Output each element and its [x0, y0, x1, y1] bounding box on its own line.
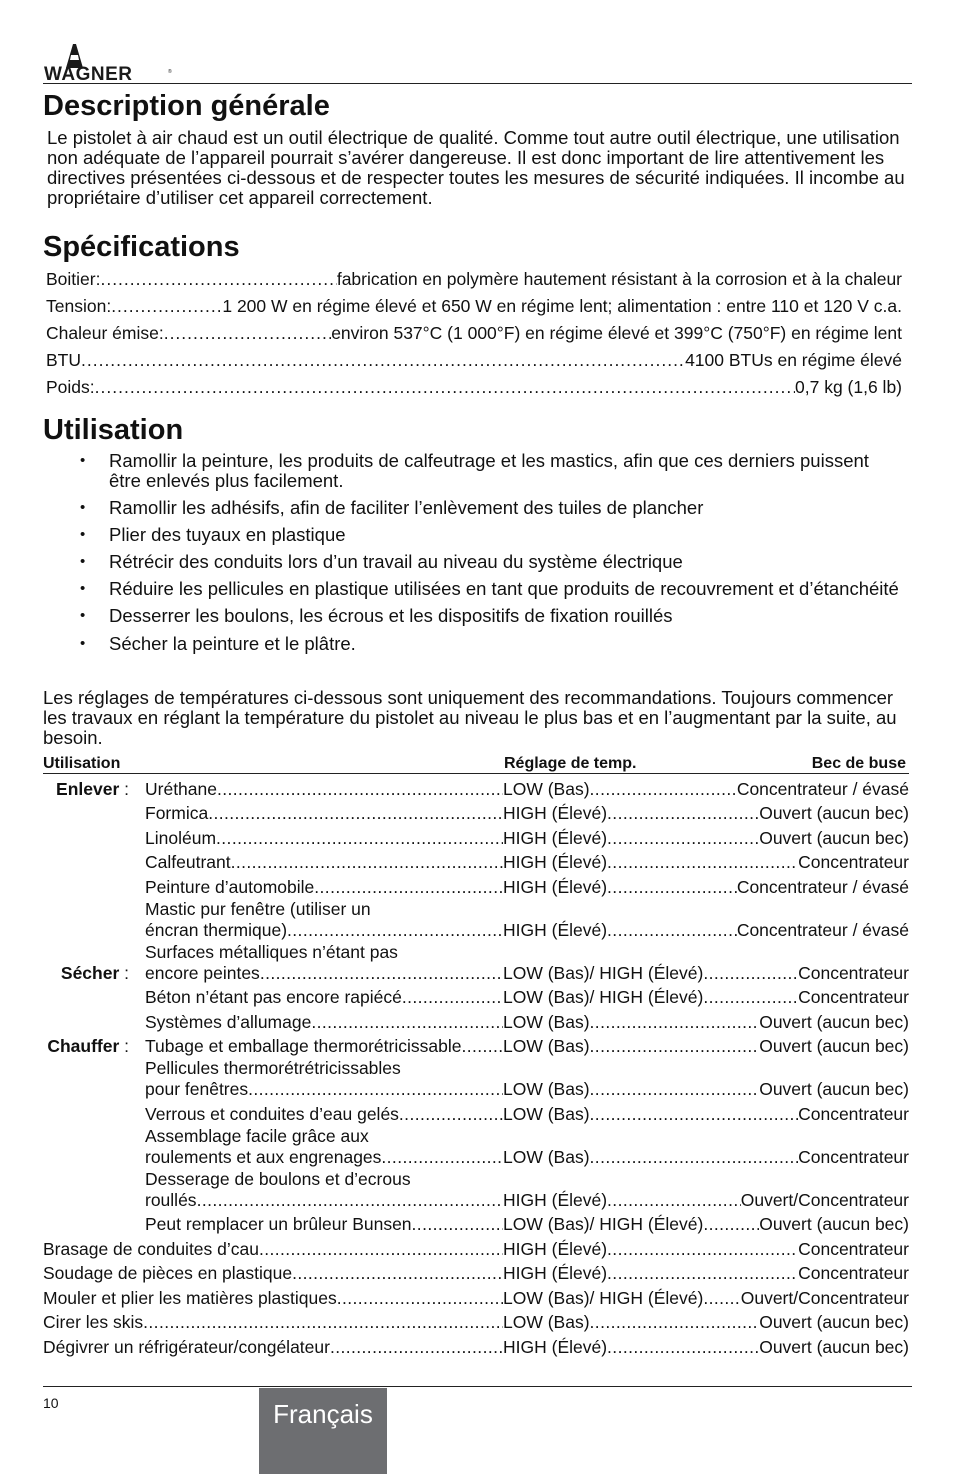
spec-label: Chaleur émise: — [46, 323, 164, 343]
group-sep: : — [119, 778, 129, 799]
item-cell — [145, 1079, 503, 1099]
dot-leader — [197, 1190, 503, 1210]
specs-list — [46, 266, 902, 401]
group-name: Enlever — [56, 778, 120, 799]
spec-value: 1 200 W en régime élevé et 650 W en régime lent; alimentation : entre 110 et 120 V c.a. — [222, 296, 902, 316]
header-usage: Utilisation — [43, 755, 121, 772]
table-row — [43, 1234, 909, 1259]
header-nozzle: Bec de buse — [811, 755, 906, 772]
table-row — [43, 823, 909, 848]
dot-leader — [287, 920, 503, 940]
group-label — [61, 963, 129, 983]
item-text: Calfeutrant — [145, 852, 231, 872]
table-row — [43, 1283, 909, 1308]
item-text: Linoléum — [145, 827, 217, 848]
dot-leader — [217, 779, 503, 799]
nozzle-setting: Concentrateur — [798, 962, 909, 983]
dot-leader — [208, 803, 503, 823]
nozzle-setting: Concentrateur / évasé — [736, 876, 909, 897]
dot-leader — [311, 1012, 503, 1032]
table-row — [43, 848, 909, 873]
item-cell — [43, 1312, 503, 1332]
dot-leader — [607, 1263, 798, 1283]
dot-leader — [607, 1337, 759, 1357]
dot-leader — [314, 877, 503, 897]
header-temp: Réglage de temp. — [504, 755, 637, 772]
item-text: roullés — [145, 1189, 197, 1210]
dot-leader — [402, 987, 503, 1007]
dot-leader — [164, 320, 332, 347]
item-text: Cirer les skis — [43, 1312, 144, 1332]
table-row — [43, 983, 909, 1008]
item-text: Verrous et conduites d’eau gelés — [145, 1103, 399, 1124]
nozzle-setting: Concentrateur — [798, 1103, 909, 1124]
dot-leader — [607, 1190, 741, 1210]
dot-leader — [590, 1312, 760, 1332]
settings-cell — [503, 877, 909, 897]
dot-leader — [412, 1214, 503, 1234]
dot-leader — [590, 1012, 760, 1032]
dot-leader — [590, 1079, 760, 1099]
spec-value: 0,7 kg (1,6 lb) — [795, 377, 902, 397]
usage-bullet: • Ramollir la peinture, les produits de calfeutrage et les mastics, afin que ces derniers puissent être enlevés plus facilement. — [80, 451, 900, 491]
spec-label: Poids: — [46, 377, 95, 397]
spec-row — [46, 374, 902, 401]
brand-text: WAGNER — [44, 64, 133, 84]
group-sep: : — [119, 1036, 129, 1056]
item-line1: Assemblage facile grâce aux — [145, 1125, 369, 1146]
dot-leader — [81, 347, 685, 374]
item-cell — [145, 1190, 503, 1210]
dot-leader — [292, 1263, 503, 1283]
usage-bullet: • Desserrer les boulons, les écrous et les dispositifs de fixation rouillés — [80, 606, 900, 626]
item-text: Mouler et plier les matières plastiques — [43, 1287, 337, 1308]
table-row — [43, 1259, 909, 1284]
item-cell — [145, 1012, 503, 1032]
item-cell — [43, 1239, 503, 1259]
dot-leader — [590, 1104, 799, 1124]
settings-cell — [503, 987, 909, 1007]
dot-leader — [231, 852, 503, 872]
dot-leader — [330, 1337, 503, 1357]
usage-list — [80, 451, 900, 661]
item-cell — [145, 1214, 503, 1234]
temp-setting: LOW (Bas)/ HIGH (Élevé) — [503, 987, 704, 1007]
spec-label: Tension: — [46, 296, 112, 316]
item-cell — [145, 852, 503, 872]
description-title: Description générale — [43, 90, 330, 122]
table-row — [43, 1056, 909, 1099]
item-text: Systèmes d’allumage — [145, 1011, 312, 1032]
settings-cell — [503, 963, 909, 983]
nozzle-setting: Concentrateur — [798, 1263, 909, 1283]
settings-cell — [503, 1337, 909, 1357]
dot-leader — [590, 1147, 799, 1167]
settings-cell — [503, 1147, 909, 1167]
dot-leader — [703, 1288, 740, 1308]
item-text: Brasage de conduites d’cau — [43, 1238, 259, 1259]
temp-setting: HIGH (Élevé) — [503, 876, 608, 897]
item-cell — [145, 1147, 503, 1167]
table-row — [43, 1007, 909, 1032]
description-text: Le pistolet à air chaud est un outil électrique de qualité. Comme tout autre outil électrique, une utilisation non adéquate de l’appareil pourrait s’avérer dangereuse. Il est donc important de lire attentivement les directives présentées ci-dessous et de respecter toutes les mesures de sécurité indiquées. Il incombe au propriétaire d’utiliser cet appareil correctement. — [47, 127, 905, 208]
nozzle-setting: Concentrateur / évasé — [736, 778, 909, 799]
settings-cell — [503, 803, 909, 823]
dot-leader — [259, 1239, 503, 1259]
item-text: pour fenêtres — [145, 1079, 249, 1099]
nozzle-setting: Ouvert (aucun bec) — [759, 827, 909, 848]
temp-setting: LOW (Bas)/ HIGH (Élevé) — [503, 962, 704, 983]
dot-leader — [216, 828, 503, 848]
temp-setting: LOW (Bas) — [503, 1079, 590, 1099]
group-label — [56, 779, 129, 799]
item-cell — [145, 877, 503, 897]
dot-leader — [607, 828, 759, 848]
dot-leader — [590, 1036, 760, 1056]
table-row — [43, 1032, 909, 1057]
language-tab: Français — [259, 1388, 387, 1474]
nozzle-setting: Concentrateur — [798, 852, 909, 872]
table-row — [43, 799, 909, 824]
nozzle-setting: Concentrateur — [798, 1238, 909, 1259]
nozzle-setting: Concentrateur — [798, 987, 909, 1007]
settings-cell — [503, 1104, 909, 1124]
dot-leader — [95, 374, 795, 401]
item-cell — [145, 963, 503, 983]
temp-setting: LOW (Bas) — [503, 1312, 590, 1332]
dot-leader — [399, 1104, 503, 1124]
spec-row — [46, 320, 902, 347]
item-text: Peinture d’automobile — [145, 876, 315, 897]
item-text: Formica — [145, 803, 209, 823]
temp-setting: HIGH (Élevé) — [503, 852, 608, 872]
item-cell — [145, 803, 503, 823]
table-row — [43, 1308, 909, 1333]
temp-setting: HIGH (Élevé) — [503, 803, 608, 823]
spec-label: BTU — [46, 350, 81, 370]
nozzle-setting: Concentrateur / évasé — [736, 919, 909, 940]
dot-leader — [703, 963, 798, 983]
item-cell — [145, 1104, 503, 1124]
temp-setting: LOW (Bas)/ HIGH (Élevé) — [503, 1287, 704, 1308]
table-header — [43, 754, 909, 774]
temp-setting: HIGH (Élevé) — [503, 827, 608, 848]
item-cell — [145, 828, 503, 848]
group-name: Sécher — [60, 962, 120, 983]
item-line1: Mastic pur fenêtre (utiliser un — [145, 898, 371, 919]
spec-label: Boitier: — [46, 269, 101, 289]
spec-row — [46, 293, 902, 320]
dot-leader — [607, 852, 798, 872]
group-name: Chauffer — [47, 1036, 120, 1056]
wagner-logo — [43, 40, 175, 84]
spec-value: fabrication en polymère hautement résistant à la corrosion et à la chaleur — [336, 269, 902, 289]
item-cell — [145, 1036, 503, 1056]
dot-leader — [703, 1214, 759, 1234]
item-cell — [43, 1288, 503, 1308]
temp-setting: LOW (Bas) — [503, 1103, 590, 1124]
spec-row — [46, 266, 902, 293]
usage-bullet: • Réduire les pellicules en plastique utilisées en tant que produits de recouvrement et d’étanchéité — [80, 579, 900, 599]
table-row — [43, 940, 909, 983]
table-row — [43, 1210, 909, 1235]
temp-setting: LOW (Bas)/ HIGH (Élevé) — [503, 1214, 704, 1234]
settings-cell — [503, 1288, 909, 1308]
item-text: encore peintes — [145, 962, 260, 983]
dot-leader — [607, 1239, 798, 1259]
dot-leader — [607, 803, 759, 823]
table-row — [43, 1099, 909, 1124]
spec-value: 4100 BTUs en régime élevé — [685, 350, 902, 370]
usage-title: Utilisation — [43, 414, 184, 446]
nozzle-setting: Ouvert (aucun bec) — [759, 1036, 909, 1056]
usage-bullet: • Sécher la peinture et le plâtre. — [80, 634, 900, 654]
settings-table — [43, 754, 909, 1357]
dot-leader — [337, 1288, 503, 1308]
table-row — [43, 1332, 909, 1357]
dot-leader — [143, 1312, 503, 1332]
temp-setting: HIGH (Élevé) — [503, 1189, 608, 1210]
temp-setting: HIGH (Élevé) — [503, 1263, 608, 1283]
temp-setting: HIGH (Élevé) — [503, 1238, 608, 1259]
spec-row — [46, 347, 902, 374]
table-row — [43, 1167, 909, 1210]
header-rule — [43, 83, 912, 84]
group-sep: : — [119, 962, 129, 983]
dot-leader — [607, 920, 737, 940]
item-cell — [145, 920, 503, 940]
usage-bullet: • Plier des tuyaux en plastique — [80, 525, 900, 545]
nozzle-setting: Ouvert (aucun bec) — [759, 1214, 909, 1234]
dot-leader — [260, 963, 503, 983]
item-cell — [145, 987, 503, 1007]
usage-bullet: • Rétrécir des conduits lors d’un travail au niveau du système électrique — [80, 552, 900, 572]
dot-leader — [703, 987, 798, 1007]
usage-bullet: • Ramollir les adhésifs, afin de faciliter l’enlèvement des tuiles de plancher — [80, 498, 900, 518]
item-text: éncran thermique) — [145, 919, 288, 940]
spec-value: environ 537°C (1 000°F) en régime élevé et 399°C (750°F) en régime lent — [331, 323, 902, 343]
footer-rule — [43, 1386, 912, 1387]
nozzle-setting: Ouvert/Concentrateur — [740, 1287, 909, 1308]
item-cell — [145, 779, 503, 799]
usage-note: Les réglages de températures ci-dessous sont uniquement des recommandations. Toujours commencer les travaux en réglant la température du pistolet au niveau le plus bas et en l’augmentant par la suite, au besoin. — [43, 687, 897, 748]
item-line1: Desserage de boulons et d’ecrous — [145, 1168, 411, 1189]
settings-cell — [503, 1079, 909, 1099]
nozzle-setting: Concentrateur — [798, 1146, 909, 1167]
temp-setting: LOW (Bas) — [503, 1011, 590, 1032]
table-row — [43, 872, 909, 897]
dot-leader — [607, 877, 737, 897]
nozzle-setting: Ouvert/Concentrateur — [740, 1189, 909, 1210]
nozzle-setting: Ouvert (aucun bec) — [759, 1079, 909, 1099]
dot-leader — [461, 1036, 503, 1056]
temp-setting: LOW (Bas) — [503, 778, 590, 799]
dot-leader — [111, 293, 222, 320]
dot-leader — [590, 779, 737, 799]
item-text: roulements et aux engrenages — [145, 1146, 382, 1167]
table-row — [43, 1124, 909, 1167]
table-row — [43, 897, 909, 940]
settings-cell — [503, 1263, 909, 1283]
settings-cell — [503, 852, 909, 872]
nozzle-setting: Ouvert (aucun bec) — [759, 1312, 909, 1332]
temp-setting: LOW (Bas) — [503, 1146, 590, 1167]
page-number: 10 — [43, 1395, 59, 1411]
item-line1: Surfaces métalliques n’étant pas — [145, 941, 398, 962]
dot-leader — [100, 266, 336, 293]
table-row — [43, 774, 909, 799]
temp-setting: LOW (Bas) — [503, 1036, 590, 1056]
item-cell — [43, 1263, 503, 1283]
settings-cell — [503, 1214, 909, 1234]
item-text: Tubage et emballage thermorétricissable — [145, 1036, 462, 1056]
item-text: Dégivrer un réfrigérateur/congélateur — [43, 1336, 330, 1357]
nozzle-setting: Ouvert (aucun bec) — [759, 803, 909, 823]
item-text: Soudage de pièces en plastique — [43, 1263, 293, 1283]
settings-cell — [503, 1190, 909, 1210]
item-line1: Pellicules thermorétrétricissables — [145, 1058, 401, 1078]
group-label — [47, 1036, 129, 1056]
dot-leader — [381, 1147, 503, 1167]
item-text: Béton n’étant pas encore rapiécé — [145, 987, 402, 1007]
temp-setting: HIGH (Élevé) — [503, 919, 608, 940]
nozzle-setting: Ouvert (aucun bec) — [759, 1011, 909, 1032]
dot-leader — [248, 1079, 503, 1099]
item-text: Uréthane — [145, 778, 217, 799]
svg-text:®: ® — [168, 69, 172, 75]
settings-cell — [503, 828, 909, 848]
settings-cell — [503, 1036, 909, 1056]
settings-cell — [503, 779, 909, 799]
settings-cell — [503, 1012, 909, 1032]
settings-cell — [503, 1312, 909, 1332]
settings-cell — [503, 1239, 909, 1259]
item-text: Peut remplacer un brûleur Bunsen — [145, 1214, 412, 1234]
nozzle-setting: Ouvert (aucun bec) — [759, 1336, 909, 1357]
settings-cell — [503, 920, 909, 940]
temp-setting: HIGH (Élevé) — [503, 1336, 608, 1357]
item-cell — [43, 1337, 503, 1357]
specs-title: Spécifications — [43, 231, 240, 263]
